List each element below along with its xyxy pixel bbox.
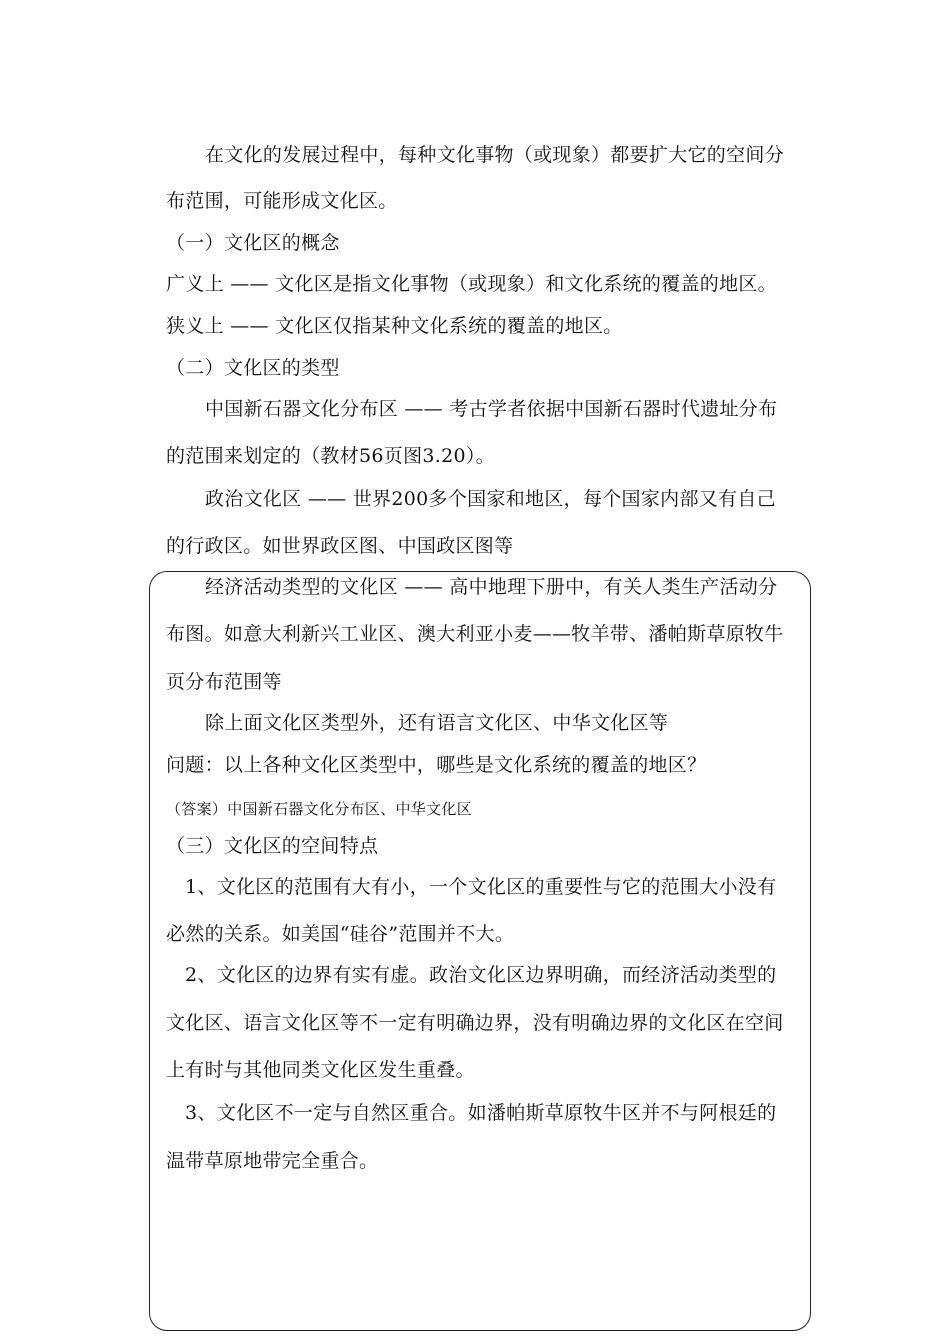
point-3-line-2: 温带草原地带完全重合。 [166, 1150, 379, 1172]
other-types: 除上面文化区类型外，还有语言文化区、中华文化区等 [205, 712, 669, 734]
neolithic-line-2: 的范围来划定的（教材56页图3.20）。 [166, 445, 495, 467]
section-1-heading: （一）文化区的概念 [166, 232, 340, 254]
section-2-heading: （二）文化区的类型 [166, 357, 340, 379]
intro-line-2: 布范围，可能形成文化区。 [166, 190, 398, 212]
point-2-line-2: 文化区、语言文化区等不一定有明确边界，没有明确边界的文化区在空间 [166, 1012, 784, 1034]
point-2-line-1: 2、文化区的边界有实有虚。政治文化区边界明确，而经济活动类型的 [185, 964, 777, 986]
economic-line-3: 页分布范围等 [166, 671, 282, 693]
economic-line-1: 经济活动类型的文化区 —— 高中地理下册中，有关人类生产活动分 [205, 576, 778, 598]
question: 问题：以上各种文化区类型中，哪些是文化系统的覆盖的地区？ [166, 754, 707, 776]
broad-definition: 广义上 —— 文化区是指文化事物（或现象）和文化系统的覆盖的地区。 [166, 273, 777, 295]
point-1-line-1: 1、文化区的范围有大有小，一个文化区的重要性与它的范围大小没有 [185, 876, 777, 898]
section-3-heading: （三）文化区的空间特点 [166, 835, 379, 857]
political-line-2: 的行政区。如世界政区图、中国政区图等 [166, 535, 514, 557]
point-1-line-2: 必然的关系。如美国“硅谷”范围并不大。 [166, 923, 515, 945]
intro-line-1: 在文化的发展过程中，每种文化事物（或现象）都要扩大它的空间分 [205, 144, 785, 166]
answer: （答案）中国新石器文化分布区、中华文化区 [166, 800, 473, 818]
political-line-1: 政治文化区 —— 世界200多个国家和地区，每个国家内部又有自己 [205, 488, 776, 510]
economic-line-2: 布图。如意大利新兴工业区、澳大利亚小麦——牧羊带、潘帕斯草原牧牛 [166, 623, 784, 645]
neolithic-line-1: 中国新石器文化分布区 —— 考古学者依据中国新石器时代遗址分布 [205, 398, 778, 420]
narrow-definition: 狭义上 —— 文化区仅指某种文化系统的覆盖的地区。 [166, 315, 623, 337]
point-3-line-1: 3、文化区不一定与自然区重合。如潘帕斯草原牧牛区并不与阿根廷的 [185, 1102, 777, 1124]
point-2-line-3: 上有时与其他同类文化区发生重叠。 [166, 1059, 475, 1081]
